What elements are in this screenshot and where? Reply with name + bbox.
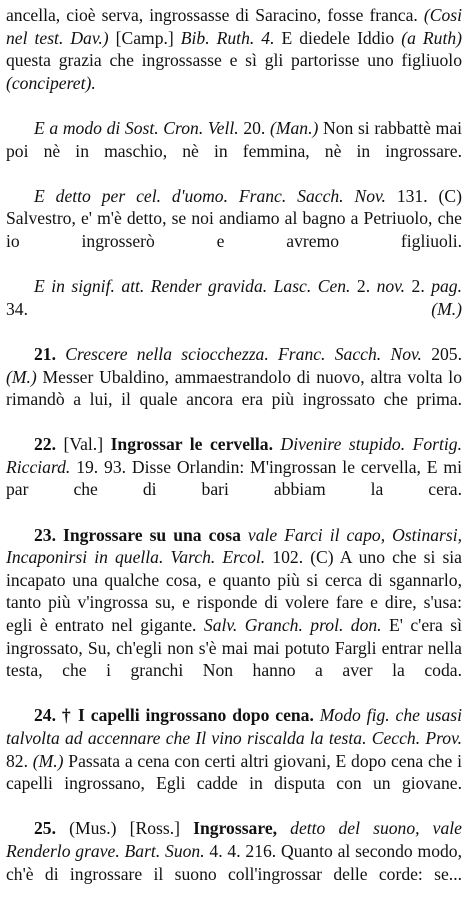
entry-citation: E in signif. att. Render gravida. Lasc. Cen. [34, 276, 351, 297]
entry-text: E' c'era sì ingrossato, Su, ch'egli non s'è mai mai potuto Fargli entrar nella testa, che i granchi Non hanno a aver la coda. [6, 615, 462, 681]
entry-text: 4. 4. 216. Quanto al secondo modo, ch'è di ingrossare il suono coll'ingrossar delle corde: se... [6, 840, 462, 884]
entry-citation: nov. [376, 276, 406, 297]
entry-text: 34. [6, 298, 432, 319]
entry-text: questa grazia che ingrossasse e sì gli partorisse uno figliuolo [6, 50, 462, 71]
entry-text: 19. 93. Disse Orlandin: M'ingrossan le cervella, E mi par che di bari abbiam la cera. [6, 456, 462, 500]
entry-citation: (M.) [431, 298, 462, 319]
entry-headword: Ingrossar le cervella. [110, 434, 273, 455]
entry-text: Non si rabbattè mai poi nè in maschio, nè in femmina, nè in ingrossare. [6, 117, 463, 161]
entry-text: Messer Ubaldino, ammaestrandolo di nuovo, altra volta lo rimandò a lui, il quale ancora era più ingrossato che prima. [6, 366, 462, 410]
dictionary-entry-paragraph [6, 524, 462, 705]
entry-citation: E detto per cel. d'uomo. Franc. Sacch. Nov. [34, 185, 386, 206]
entry-citation: (a Ruth) [401, 27, 462, 48]
entry-citation: (M.) [32, 750, 64, 771]
entry-citation: Salv. Granch. prol. don. [203, 615, 382, 636]
dictionary-entry-paragraph [6, 185, 462, 275]
dictionary-entry-paragraph [6, 704, 462, 817]
dictionary-entry-paragraph [6, 117, 462, 185]
entry-text: 2. [350, 276, 377, 297]
entry-text: E diedele Iddio [274, 27, 402, 48]
entry-text: Passata a cena con certi altri giovani, E dopo cena che i capelli ingrossano, Egli cadde in disputa con un giovane. [6, 750, 462, 794]
entry-headword: 24. † I capelli ingrossano dopo cena. [34, 705, 314, 726]
entry-citation: detto del suono, vale Renderlo grave. Bart. Suon. [6, 818, 462, 861]
entry-citation: vale Farci il capo, Ostinarsi, Incaponirsi in quella. Varch. Ercol. [6, 524, 463, 568]
entry-citation: (M.) [6, 366, 37, 387]
entry-citation: Crescere nella sciocchezza. Franc. Sacch. Nov. [65, 343, 422, 364]
entry-text: [Val.] [63, 434, 111, 455]
entry-text: 131. (C) Salvestro, e' m'è detto, se noi andiamo al bagno a Petriuolo, che io ingrosserò e avremo figliuoli. [6, 185, 462, 251]
entry-text: 102. (C) A uno che si sia incapato una qualche cosa, e quanto più si cerca di sgannarlo, tanto più v'ingrossa su, e risponde di volere fare e dire, s'usa: egli è entrato nel gigante. [6, 547, 462, 636]
entry-headword: Ingrossare su una cosa [63, 524, 241, 545]
dictionary-entry-paragraph [6, 4, 462, 117]
dictionary-entry-paragraph [6, 817, 462, 907]
dictionary-entry-paragraph [6, 433, 462, 523]
entry-citation: E a modo di Sost. Cron. Vell. [34, 117, 244, 138]
entry-headword: Ingrossare, [193, 818, 278, 839]
entry-text: 20. [243, 117, 270, 138]
entry-text: ancella, cioè serva, ingrossasse di Saracino, fosse franca. [6, 5, 424, 25]
dictionary-entry-paragraph [6, 275, 462, 343]
entry-headword: 22. [34, 434, 64, 455]
entry-citation: (Man.) [269, 117, 319, 138]
entry-citation: (Cosi nel test. Dav.) [6, 5, 462, 48]
entry-headword: 23. [34, 524, 64, 545]
entry-headword: 25. [34, 818, 70, 839]
entry-citation: Bib. Ruth. 4. [180, 27, 275, 48]
dictionary-entry-paragraph [6, 343, 462, 433]
entry-citation: Modo fig. che usasi talvolta ad accennare che Il vino riscalda la testa. Cecch. Prov. [6, 705, 463, 748]
entry-text: 205. [421, 343, 462, 364]
entry-text: (Mus.) [Ross.] [69, 818, 194, 839]
entry-citation: (conciperet). [6, 72, 96, 93]
entry-text: [Camp.] [108, 27, 181, 48]
entry-text: 82. [6, 750, 33, 771]
entry-citation: Divenire stupido. Fortig. Ricciard. [6, 434, 462, 477]
entry-text: 2. [405, 276, 432, 297]
entry-headword: 21. [34, 343, 66, 364]
entry-citation: pag. [431, 276, 462, 297]
